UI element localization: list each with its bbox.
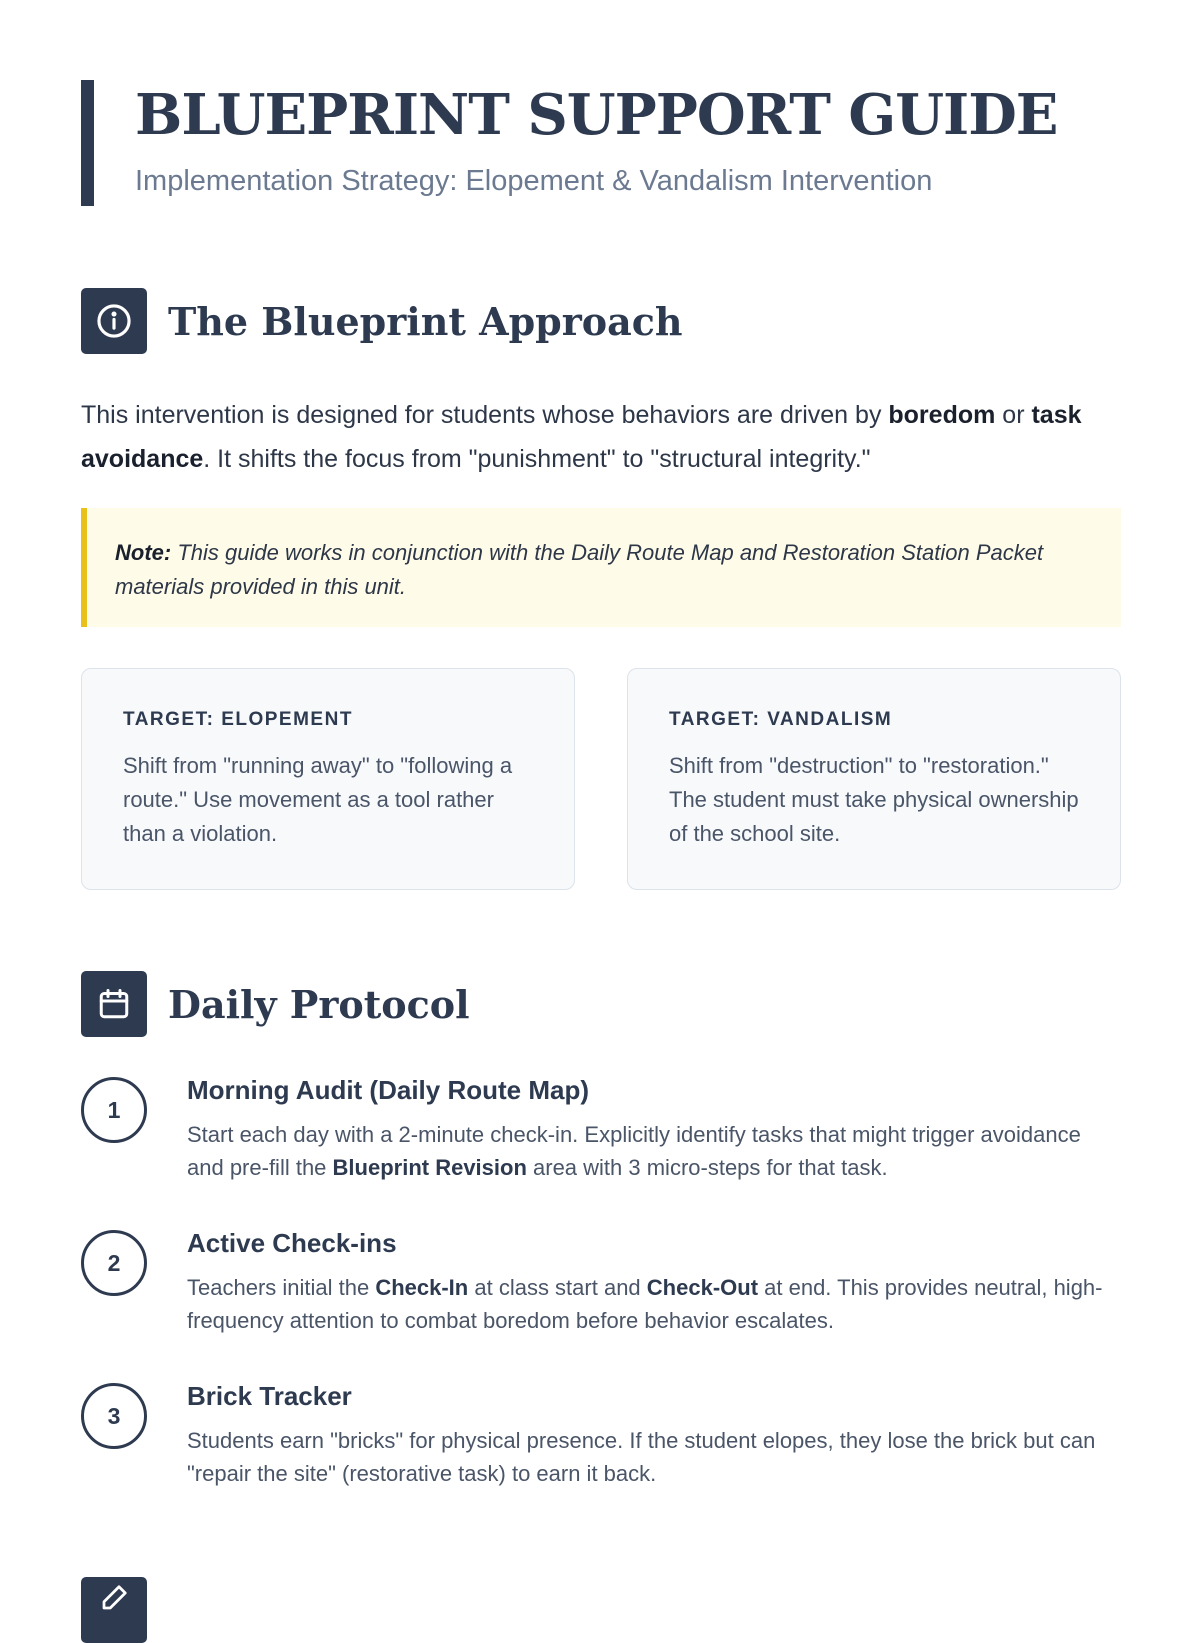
step-text: Start each day with a 2-minute check-in. Explicitly identify tasks that might trigger avoidance and pre-fill the (187, 1122, 1081, 1180)
step-description: Students earn "bricks" for physical presence. If the student elopes, they lose the brick but can "repair the site" (restorative task) to earn it back. (187, 1428, 1096, 1486)
step-description (187, 1118, 1121, 1184)
intro-text: or (995, 401, 1032, 429)
target-label: TARGET: VANDALISM (669, 709, 893, 730)
document-header (81, 80, 1057, 206)
step-title: Brick Tracker (187, 1381, 352, 1411)
note-callout (81, 508, 1121, 627)
step-number-badge: 2 (81, 1230, 147, 1296)
target-description: Shift from "running away" to "following a route." Use movement as a tool rather than a violation. (123, 753, 513, 846)
info-icon (81, 288, 147, 354)
step-number-badge: 1 (81, 1077, 147, 1143)
intro-paragraph (81, 393, 1121, 481)
intro-text: . It shifts the focus from "punishment" to "structural integrity." (203, 445, 871, 473)
section-heading-next (81, 1577, 147, 1643)
section-heading-approach (81, 288, 682, 354)
step-title: Morning Audit (Daily Route Map) (187, 1075, 589, 1105)
document-subtitle: Implementation Strategy: Elopement & Vandalism Intervention (135, 165, 933, 197)
step-emphasis: Check-Out (646, 1275, 759, 1300)
intro-emphasis-task-avoidance: task avoidance (81, 401, 1082, 473)
step-body (187, 1380, 1121, 1490)
step-text: at class start and (468, 1275, 647, 1300)
section-title-approach: The Blueprint Approach (168, 298, 683, 344)
pencil-icon (81, 1577, 147, 1643)
step-emphasis: Check-In (375, 1275, 469, 1300)
intro-emphasis-boredom: boredom (888, 401, 996, 429)
step-emphasis: Blueprint Revision (332, 1155, 527, 1180)
target-description: Shift from "destruction" to "restoration." The student must take physical ownership of the school site. (669, 753, 1079, 846)
section-title-protocol: Daily Protocol (168, 981, 470, 1027)
section-heading-protocol (81, 971, 470, 1037)
target-card-elopement (81, 668, 575, 890)
step-title: Active Check-ins (187, 1228, 397, 1258)
note-label: Note: (115, 540, 172, 565)
calendar-icon (81, 971, 147, 1037)
intro-text: This intervention is designed for students whose behaviors are driven by (81, 401, 889, 429)
target-card-vandalism (627, 668, 1121, 890)
step-description (187, 1271, 1121, 1337)
step-text: area with 3 micro-steps for that task. (526, 1155, 888, 1180)
step-body (187, 1074, 1121, 1184)
note-text: This guide works in conjunction with the Daily Route Map and Restoration Station Packet materials provided in this unit. (115, 540, 1044, 599)
step-text: Teachers initial the (187, 1275, 376, 1300)
step-number-badge: 3 (81, 1383, 147, 1449)
step-text: at end. This provides neutral, high-frequency attention to combat boredom before behavior escalates. (187, 1275, 1103, 1333)
target-label: TARGET: ELOPEMENT (123, 709, 353, 730)
step-body (187, 1227, 1121, 1337)
document-title: BLUEPRINT SUPPORT GUIDE (135, 82, 1058, 148)
